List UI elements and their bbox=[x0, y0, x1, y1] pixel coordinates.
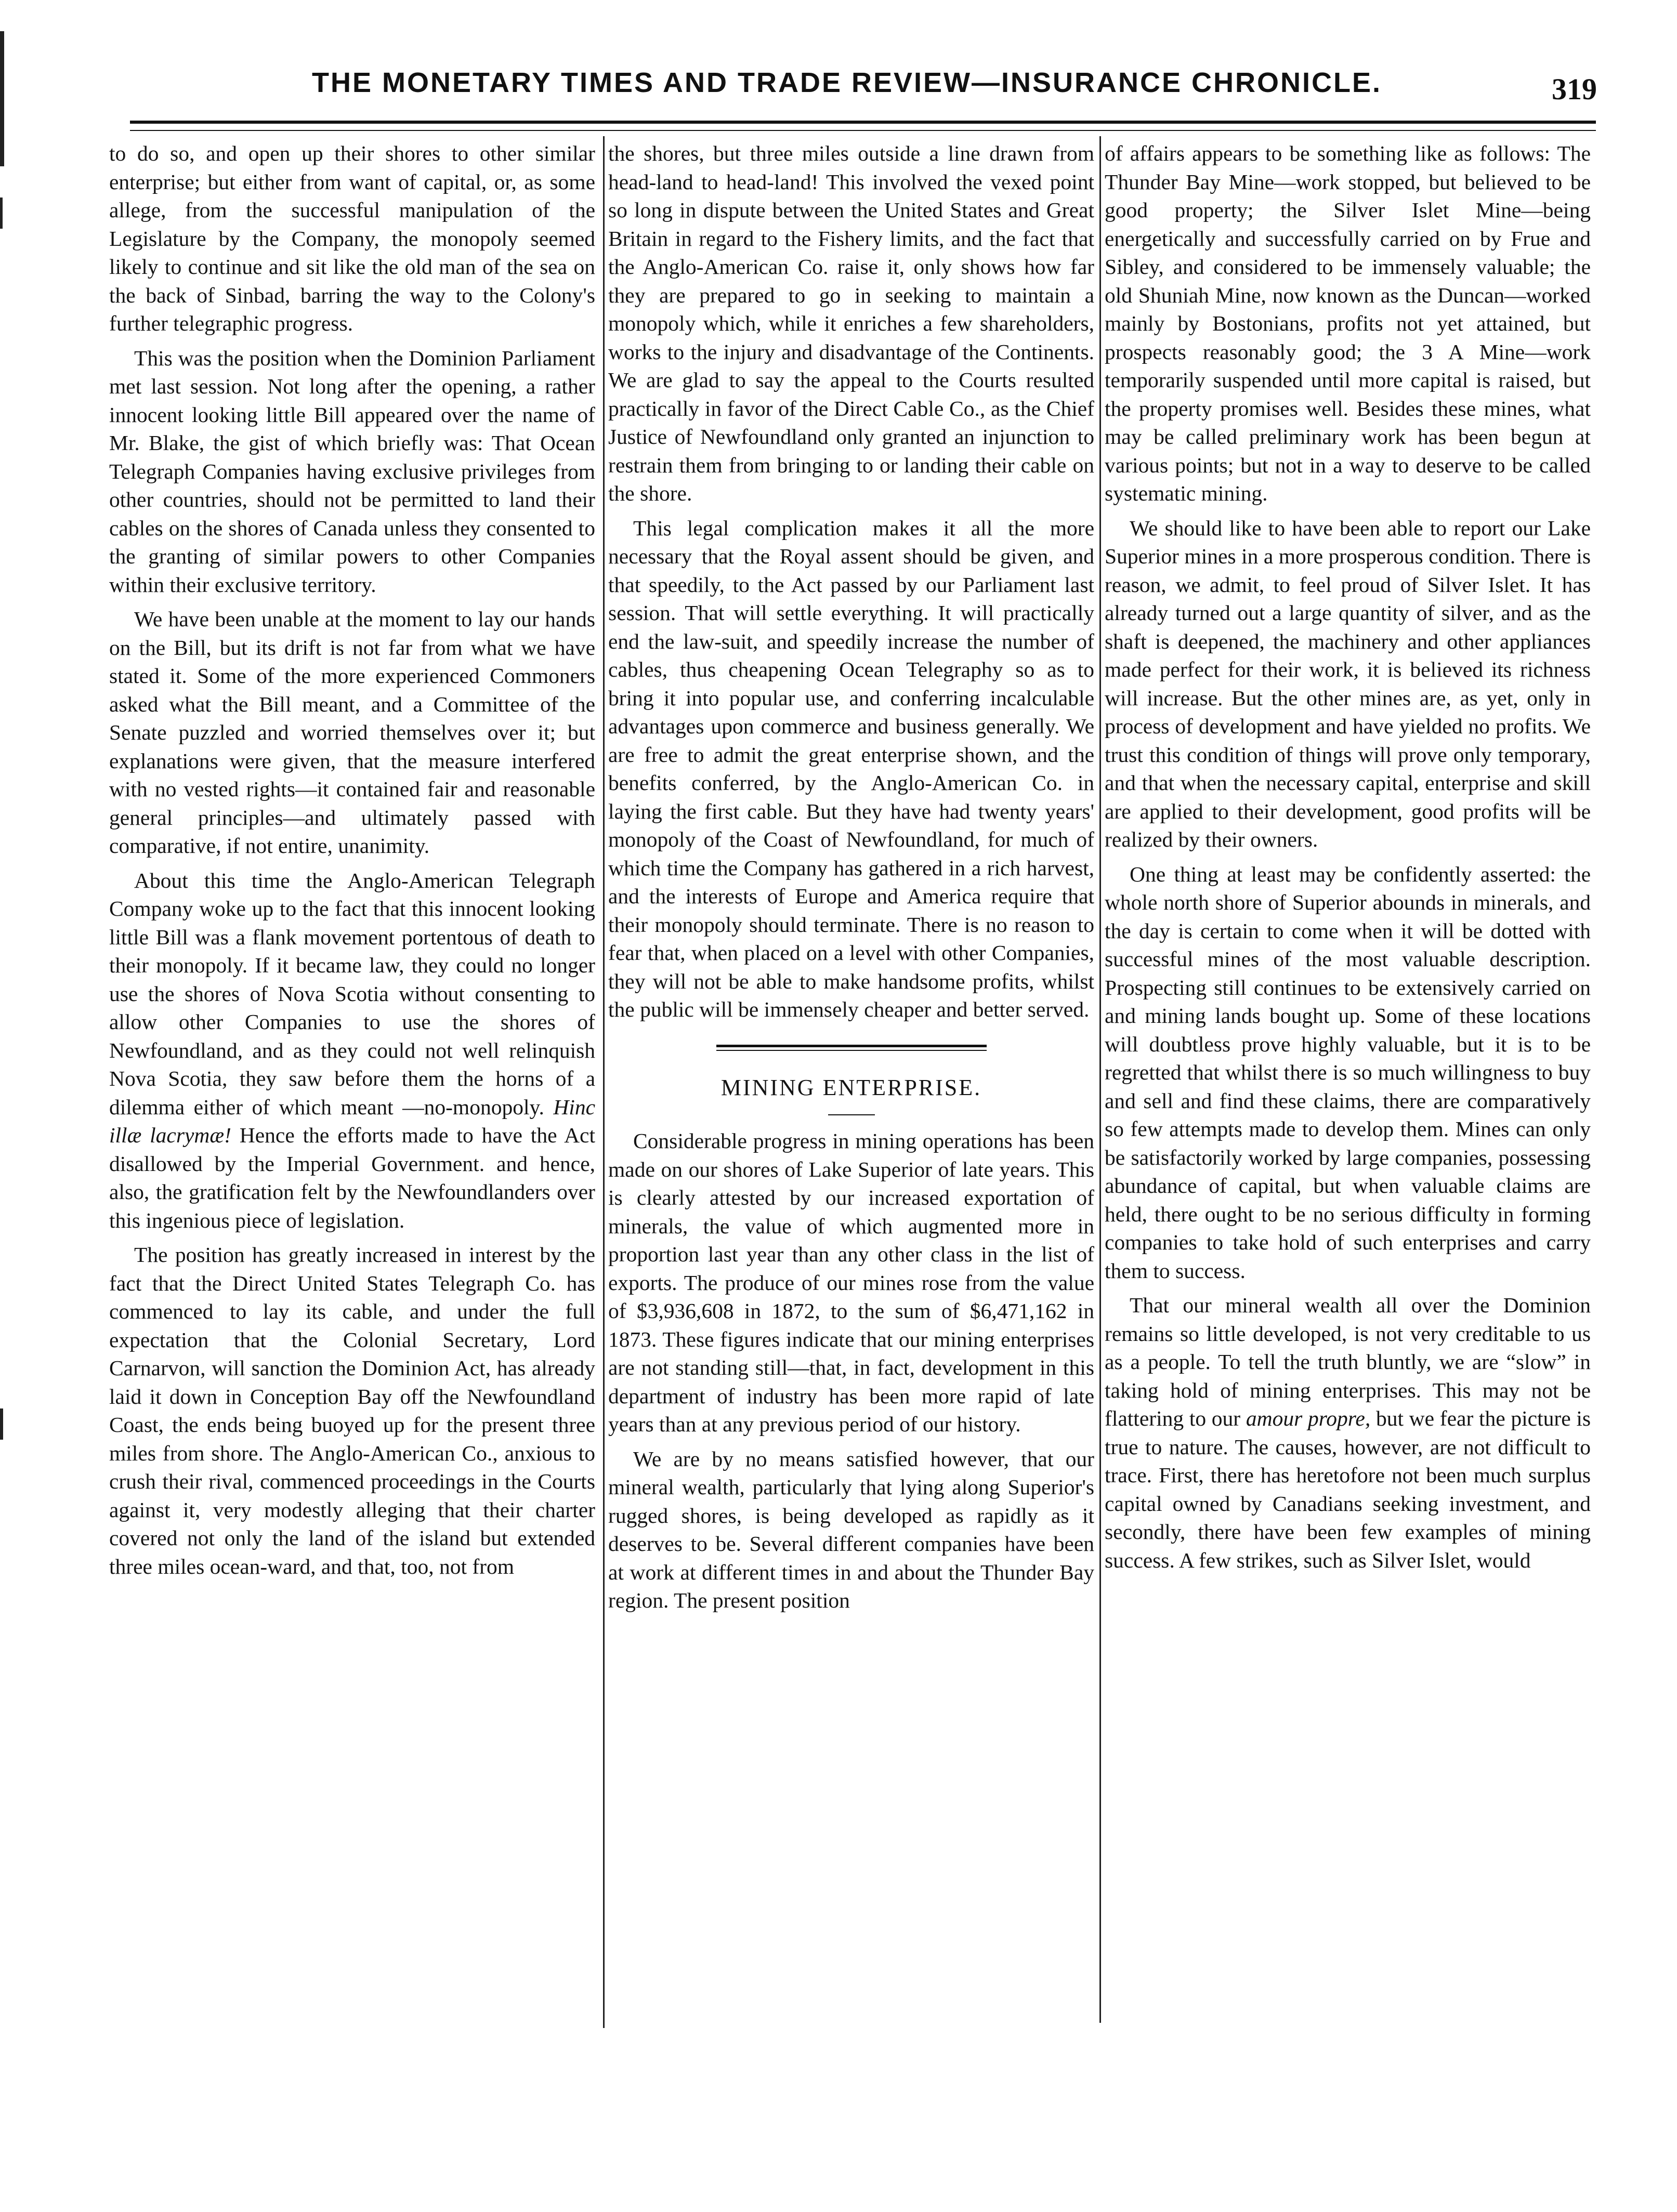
paragraph bbox=[1105, 1291, 1591, 1574]
french-phrase: amour propre, bbox=[1246, 1406, 1371, 1430]
paragraph bbox=[109, 866, 595, 1235]
section-divider bbox=[716, 1045, 987, 1051]
text-run: That our mineral wealth all over the Dominion remains so little developed, is not very creditable to us as a people. To tell the truth bluntly, we are “slow” in taking hold of mining enterprises. This may not be flattering to our bbox=[1105, 1293, 1591, 1430]
paragraph: Considerable progress in mining operations has been made on our shores of Lake Superior of late years. This is clearly attested by our increased exportation of minerals, the value of which augmented more in proportion last year than any other class in the list of exports. The produce of our mines rose from the value of $3,936,608 in 1872, to the sum of $6,471,162 in 1873. These figures indicate that our mining enterprises are not standing still—that, in fact, development in this department of industry has been more rapid of late years than at any previous period of our history. bbox=[608, 1129, 1094, 1436]
paragraph: We have been unable at the moment to lay our hands on the Bill, but its drift is not far from what we have stated it. Some of the more experienced Commoners asked what the Bill meant, and a Committee of the Senate puzzled and worried themselves over it; but explanations were given, that the measure interfered with no vested rights—it contained fair and reasonable general principles—and ultimately passed with comparative, if not entire, unanimity. bbox=[109, 607, 595, 858]
text-run: Hence the efforts made to have the Act disallowed by the Imperial Government. and hence, also, the gratification felt by the Newfoundlanders over this ingenious piece of legislation. bbox=[109, 1123, 595, 1232]
header-rule bbox=[130, 121, 1596, 124]
text-run: but we fear the picture is true to nature. The causes, however, are not difficult to trace. First, there has heretofore not been much surplus capital owned by Canadians seeking investment, and secondly, there have been few examples of mining success. A few strikes, such as Silver Islet, would bbox=[1105, 1406, 1591, 1572]
paragraph: of affairs appears to be something like as follows: The Thunder Bay Mine—work stopped, but believed to be good property; the Silver Islet Mine—being energetically and successfully carried on by Frue and Sibley, and considered to be immensely valuable; the old Shuniah Mine, now known as the Duncan—worked mainly by Bostonians, profits not yet attained, but prospects reasonably good; the 3 A Mine—work temporarily suspended until more capital is raised, but the property promises well. Besides these mines, what may be called preliminary work has been begun at various points; but not in a way to deserve to be called systematic mining. bbox=[1105, 141, 1591, 505]
heading-rule bbox=[828, 1114, 875, 1115]
paragraph: the shores, but three miles outside a line drawn from head-land to head-land! This involved the vexed point so long in dispute between the United States and Great Britain in regard to the Fishery limits, and the fact that the Anglo-American Co. raise it, only shows how far they are prepared to go in seeking to maintain a monopoly which, while it enriches a few shareholders, works to the injury and disadvantage of the Continents. We are glad to say the appeal to the Courts resulted practically in favor of the Direct Cable Co., as the Chief Justice of Newfoundland only granted an injunction to restrain them from bringing to or landing their cable on the shore. bbox=[608, 141, 1094, 505]
scan-edge-mark bbox=[0, 198, 3, 229]
column-3 bbox=[1105, 139, 1591, 1574]
text-run: About this time the Anglo-American Telegraph Company woke up to the fact that this innocent looking little Bill was a flank movement portentous of death to their monopoly. If it became law, they could no longer use the shores of Nova Scotia without consenting to allow other Companies to use the shores of Newfoundland, and as they could not well relinquish Nova Scotia, they saw before them the horns of a dilemma either of which meant —no-monopoly. bbox=[109, 868, 595, 1119]
page-number: 319 bbox=[1552, 72, 1597, 106]
paragraph: We are by no means satisfied however, that our mineral wealth, particularly that lying along Superior's rugged shores, is being developed as rapidly as it deserves to be. Several different companies have been at work at different times in and about the Thunder Bay region. The present position bbox=[608, 1446, 1094, 1612]
column-2 bbox=[608, 139, 1094, 1615]
paragraph: This legal complication makes it all the more necessary that the Royal assent should be given, and that speedily, to the Act passed by our Parliament last session. That will settle everything. It will practically end the law-suit, and speedily increase the number of cables, thus cheapening Ocean Telegraphy so as to bring it into popular use, and conferring incalculable advantages upon commerce and business generally. We are free to admit the great enterprise shown, and the benefits conferred, by the Anglo-American Co. in laying the first cable. But they have had twenty years' monopoly of the Coast of Newfoundland, for much of which time the Company has gathered in a rich harvest, and the interests of Europe and America require that their monopoly should terminate. There is no reason to fear that, when placed on a level with other Companies, they will not be able to make handsome profits, whilst the public will be immensely cheaper and better served. bbox=[608, 516, 1094, 1021]
paragraph: This was the position when the Dominion Parliament met last session. Not long after the opening, a rather innocent looking little Bill appeared over the name of Mr. Blake, the gist of which briefly was: That Ocean Telegraph Companies having exclusive privileges from other countries, should not be permitted to land their cables on the shores of Canada unless they consented to the granting of similar powers to other Companies within their exclusive territory. bbox=[109, 346, 595, 597]
header-rule-thin bbox=[130, 130, 1596, 131]
column-1 bbox=[109, 139, 595, 1581]
latin-phrase: Hinc illæ lacrymæ! bbox=[109, 1095, 595, 1147]
running-header: THE MONETARY TIMES AND TRADE REVIEW—INSURANCE CHRONICLE. bbox=[312, 67, 1382, 98]
paragraph: to do so, and open up their shores to other similar enterprise; but either from want of capital, or, as some allege, from the successful manipulation of the Legislature by the Company, the monopoly seemed likely to continue and sit like the old man of the sea on the back of Sinbad, barring the way to the Colony's further telegraphic progress. bbox=[109, 141, 595, 335]
column-divider bbox=[603, 136, 605, 2028]
paragraph: The position has greatly increased in interest by the fact that the Direct United States Telegraph Co. has commenced to lay its cable, and under the full expectation that the Colonial Secretary, Lord Carnarvon, will sanction the Dominion Act, has already laid it down in Conception Bay off the Newfoundland Coast, the ends being buoyed up for the present three miles from shore. The Anglo-American Co., anxious to crush their rival, commenced proceedings in the Courts against it, very modestly alleging that their charter covered not only the land of the island but extended three miles ocean-ward, and that, too, not from bbox=[109, 1243, 595, 1578]
paragraph: One thing at least may be confidently asserted: the whole north shore of Superior abounds in minerals, and the day is certain to come when it will be dotted with successful mines of the most valuable description. Prospecting still continues to be extensively carried on and mining lands bought up. Some of these locations will doubtless prove highly valuable, but it is to be regretted that whilst there is so much willingness to buy and sell and find these claims, there are comparatively so few attempts made to develop them. Mines can only be satisfactorily worked by large companies, possessing abundance of capital, but when valuable claims are held, there ought to be no serious difficulty in forming companies to take hold of such enterprises and carry them to success. bbox=[1105, 862, 1591, 1283]
column-divider bbox=[1099, 136, 1101, 2023]
scan-edge-mark bbox=[0, 1408, 3, 1440]
paragraph: We should like to have been able to report our Lake Superior mines in a more prosperous condition. There is reason, we admit, to feel proud of Silver Islet. It has already turned out a large quantity of silver, and as the shaft is deepened, the machinery and other appliances made perfect for their work, it is believed its richness will increase. But the other mines are, as yet, only in process of development and have yielded no profits. We trust this condition of things will prove only temporary, and that when the necessary capital, enterprise and skill are applied to their development, good profits will be realized by their owners. bbox=[1105, 516, 1591, 851]
section-heading: MINING ENTERPRISE. bbox=[720, 1074, 982, 1100]
scan-edge-mark bbox=[0, 31, 4, 166]
